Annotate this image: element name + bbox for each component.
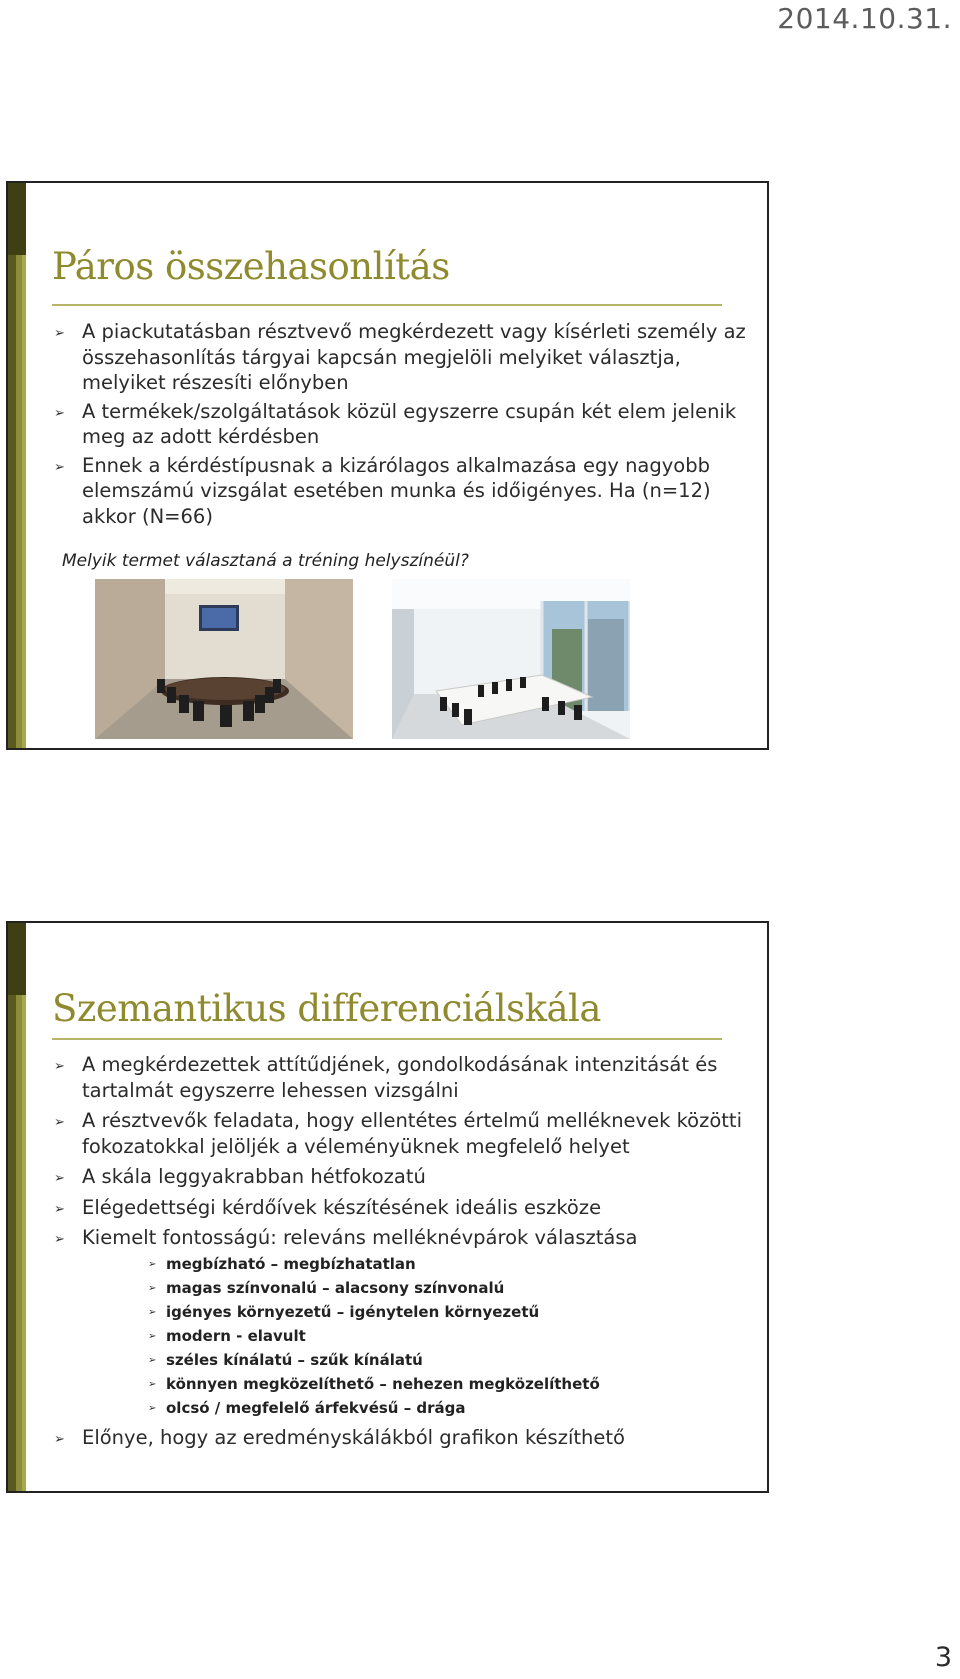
bullet-item: [52, 1425, 752, 1451]
sub-bullet-item: [148, 1252, 752, 1276]
arrowhead-bullet-icon: ➢: [54, 1431, 65, 1447]
arrowhead-bullet-icon: ➢: [148, 1282, 157, 1294]
slide-szemantikus-differencialskala: [6, 921, 769, 1493]
arrowhead-bullet-icon: ➢: [148, 1306, 157, 1318]
bullet-text: A termékek/szolgáltatások közül egyszerre csupán két elem jelenik meg az adott kérdésben: [82, 399, 737, 448]
arrowhead-bullet-icon: ➢: [54, 1115, 65, 1130]
slide-accent-block: [8, 923, 26, 995]
sub-bullet-item: [148, 1348, 752, 1372]
arrowhead-bullet-icon: ➢: [148, 1258, 157, 1270]
arrowhead-bullet-icon: ➢: [54, 1171, 65, 1186]
bullet-text: Elégedettségi kérdőívek készítésének ideális eszköze: [82, 1195, 602, 1219]
bullet-text: A piackutatásban résztvevő megkérdezett vagy kísérleti személy az összehasonlítás tárgyai kapcsán megjelöli melyiket választja, melyiket részesíti előnyben: [82, 320, 746, 394]
bullet-item: [52, 399, 752, 450]
bullet-list: [52, 1052, 752, 1455]
page-date: 2014.10.31.: [777, 2, 952, 35]
arrowhead-bullet-icon: ➢: [54, 1059, 65, 1074]
title-underline: [52, 304, 722, 306]
slide-accent-bar: [8, 183, 26, 748]
bullet-text: A résztvevők feladata, hogy ellentétes értelmű melléknevek közötti fokozatokkal jelöljék a véleményüknek megfelelő helyet: [82, 1109, 742, 1158]
bullet-item: [52, 453, 752, 530]
arrowhead-bullet-icon: ➢: [148, 1330, 157, 1342]
slide-paros-osszehasonlitas: [6, 181, 769, 750]
sub-bullet-item: [148, 1324, 752, 1348]
arrowhead-bullet-icon: ➢: [54, 459, 65, 475]
page-number: 3: [934, 1642, 952, 1673]
bullet-text: A megkérdezettek attítűdjének, gondolkodásának intenzitását és tartalmát egyszerre lehessen vizsgálni: [82, 1053, 718, 1102]
bullet-text: Ennek a kérdéstípusnak a kizárólagos alkalmazása egy nagyobb elemszámú vizsgálat esetében munka és időigényes. Ha (n=12) akkor (N=66): [82, 453, 711, 528]
bullet-item: [52, 319, 752, 396]
sub-bullet-item: [148, 1372, 752, 1396]
arrowhead-bullet-icon: ➢: [148, 1354, 157, 1366]
question-text: Melyik termet választaná a tréning helyszínéül?: [62, 551, 469, 571]
bullet-list: [52, 319, 752, 532]
bullet-text: A skála leggyakrabban hétfokozatú: [82, 1165, 426, 1188]
arrowhead-bullet-icon: ➢: [54, 405, 65, 421]
bullet-item: [52, 1164, 752, 1190]
slide-title: Szemantikus differenciálskála: [52, 987, 601, 1030]
conference-room-photo-1: [95, 579, 353, 739]
arrowhead-bullet-icon: ➢: [54, 1232, 65, 1247]
sub-bullet-text: széles kínálatú – szűk kínálatú: [166, 1350, 423, 1369]
sub-bullet-item: [148, 1276, 752, 1300]
slide-title: Páros összehasonlítás: [52, 245, 450, 288]
sub-bullet-text: olcsó / megfelelő árfekvésű – drága: [166, 1398, 466, 1417]
bullet-item: [52, 1052, 752, 1103]
arrowhead-bullet-icon: ➢: [148, 1378, 157, 1390]
arrowhead-bullet-icon: ➢: [148, 1402, 157, 1414]
arrowhead-bullet-icon: ➢: [54, 1201, 65, 1217]
sub-bullet-item: [148, 1300, 752, 1324]
bullet-text: Kiemelt fontosságú: releváns melléknévpárok választása: [82, 1226, 638, 1249]
conference-room-photo-2: [392, 579, 630, 739]
sub-bullet-text: modern - elavult: [166, 1326, 306, 1345]
bullet-item: [52, 1195, 752, 1221]
bullet-item: [52, 1108, 752, 1159]
sub-bullet-item: [148, 1396, 752, 1420]
bullet-text: Előnye, hogy az eredményskálákból grafikon készíthető: [82, 1425, 625, 1449]
slide-accent-block: [8, 183, 26, 255]
arrowhead-bullet-icon: ➢: [54, 326, 65, 341]
sub-bullet-text: magas színvonalú – alacsony színvonalú: [166, 1278, 505, 1297]
sub-bullet-text: könnyen megközelíthető – nehezen megközelíthető: [166, 1374, 600, 1393]
bullet-item: [52, 1225, 752, 1420]
slide-accent-bar: [8, 923, 26, 1491]
title-underline: [52, 1038, 722, 1040]
sub-bullet-list: [148, 1252, 752, 1420]
sub-bullet-text: megbízható – megbízhatatlan: [166, 1254, 416, 1273]
sub-bullet-text: igényes környezetű – igénytelen környezetű: [166, 1302, 540, 1321]
